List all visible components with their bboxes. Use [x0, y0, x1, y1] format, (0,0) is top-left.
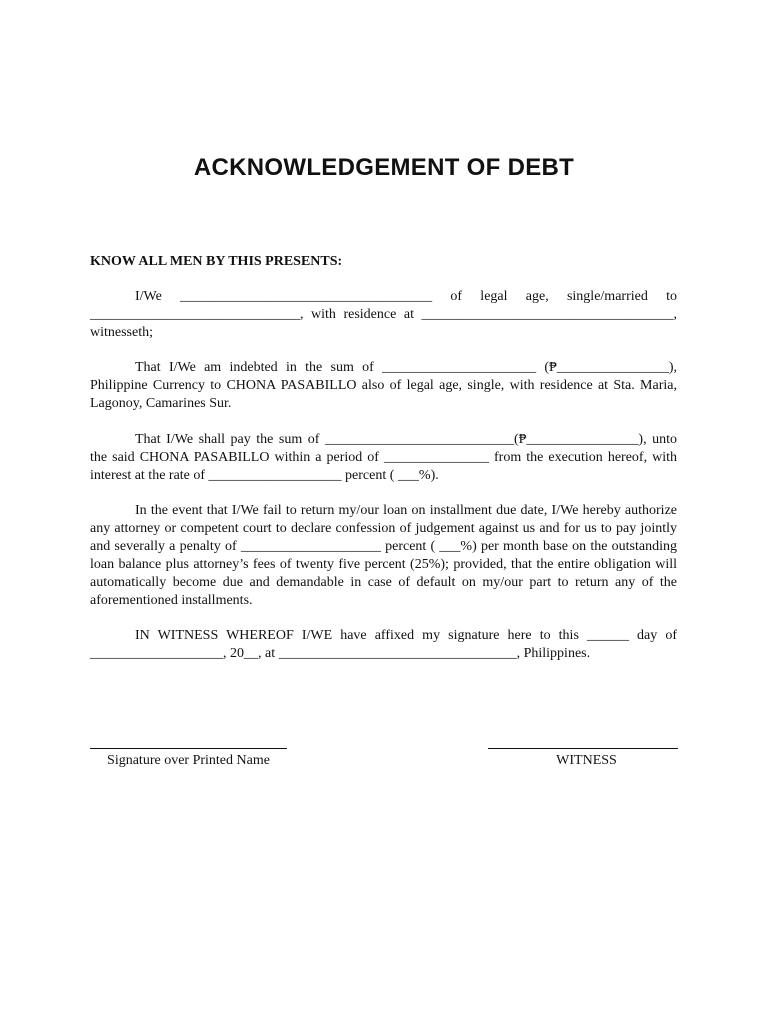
paragraph-default-penalty: In the event that I/We fail to return my/our loan on installment due date, I/We hereby authorize any attorney or competent court to declare confession of judgement against us and for us to pay jointly and severally a penalty of ____________________ percent ( ___%) per month base on the outstanding loan balance plus attorney’s fees of twenty five percent (25%); provided, that the entire obligation will automatically become due and demandable in case of default on my/our part to return any of the aforementioned installments. — [90, 503, 677, 608]
document-title: ACKNOWLEDGEMENT OF DEBT — [193, 154, 575, 181]
paragraph-witness-clause: IN WITNESS WHEREOF I/WE have affixed my signature here to this ______ day of ___________________, 20__, at __________________________________, Philippines. — [90, 628, 677, 661]
signature-label: Signature over Printed Name — [107, 753, 270, 768]
signature-line-right — [488, 748, 678, 749]
witness-label: WITNESS — [556, 753, 617, 768]
signature-line-left — [90, 748, 287, 749]
paragraph-indebtedness: That I/We am indebted in the sum of ______________________ (₱________________), Philippine Currency to CHONA PASABILLO also of legal age, single, with residence at Sta. Maria, Lagonoy, Camarines Sur. — [90, 360, 677, 411]
paragraph-identity: I/We ____________________________________ of legal age, single/married to ______________________________, with residence at ____________________________________, witnesseth; — [90, 289, 677, 340]
document-heading: KNOW ALL MEN BY THIS PRESENTS: — [90, 254, 343, 269]
paragraph-payment-terms: That I/We shall pay the sum of ___________________________(₱________________), unto the said CHONA PASABILLO within a period of _______________ from the execution hereof, with interest at the rate of ___________________ percent ( ___%). — [90, 432, 677, 483]
